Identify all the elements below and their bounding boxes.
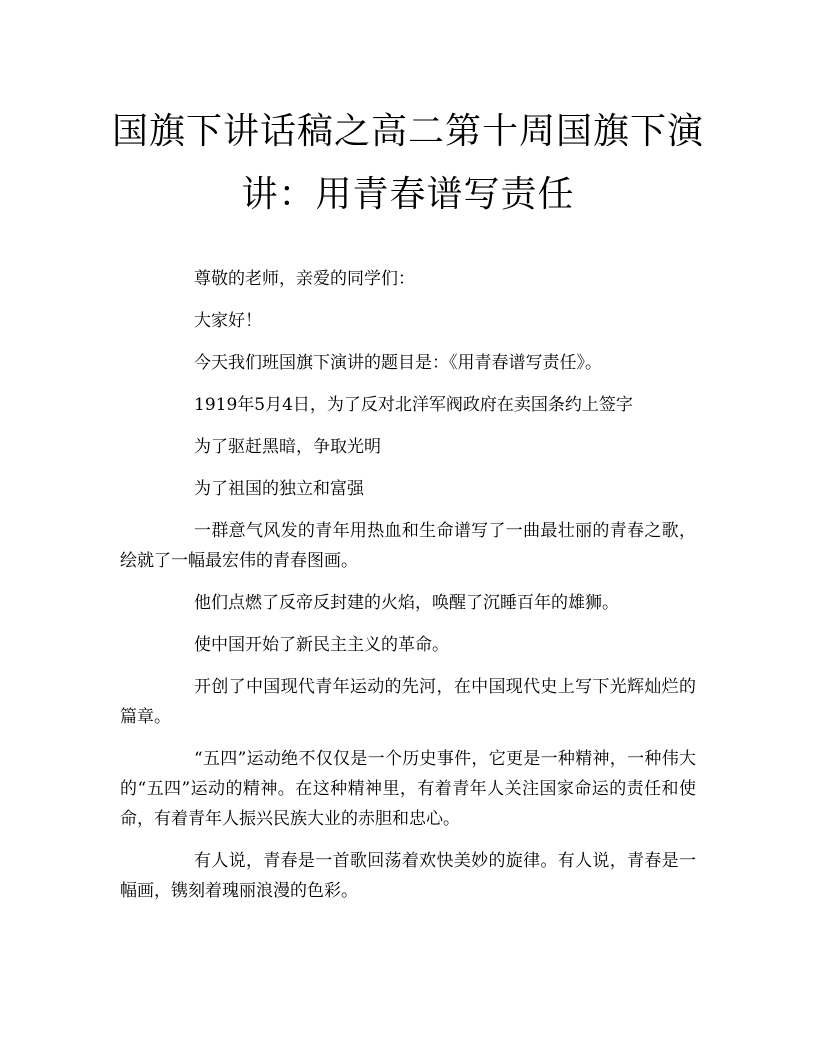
body-paragraph: 为了驱赶黑暗，争取光明 bbox=[194, 437, 381, 457]
history-date-paragraph: 1919年5月4日，为了反对北洋军阀政府在卖国条约上签字 bbox=[194, 395, 633, 415]
document-body bbox=[120, 264, 696, 918]
document-title-line-1: 国旗下讲话稿之高二第十周国旗下演 bbox=[111, 111, 704, 152]
body-paragraph: 开创了中国现代青年运动的先河，在中国现代史上写下光辉灿烂的篇章。 bbox=[120, 677, 696, 727]
body-paragraph: 使中国开始了新民主主义的革命。 bbox=[194, 635, 449, 655]
document-title-line-2: 讲：用青春谱写责任 bbox=[241, 174, 575, 215]
body-paragraph: 有人说，青春是一首歌回荡着欢快美妙的旋律。有人说，青春是一幅画，镌刻着瑰丽浪漫的色彩。 bbox=[120, 851, 696, 901]
topic-paragraph: 今天我们班国旗下演讲的题目是：《用青春谱写责任》。 bbox=[194, 353, 602, 373]
body-paragraph: 为了祖国的独立和富强 bbox=[194, 479, 364, 499]
body-paragraph: “五四”运动绝不仅仅是一个历史事件，它更是一种精神，一种伟大的“五四”运动的精神。在这种精神里，有着青年人关注国家命运的责任和使命，有着青年人振兴民族大业的赤胆和忠心。 bbox=[120, 749, 696, 829]
greeting-paragraph: 尊敬的老师，亲爱的同学们： bbox=[194, 269, 415, 289]
body-paragraph: 他们点燃了反帝反封建的火焰，唤醒了沉睡百年的雄狮。 bbox=[194, 593, 619, 613]
hello-paragraph: 大家好！ bbox=[194, 311, 262, 331]
body-paragraph: 一群意气风发的青年用热血和生命谱写了一曲最壮丽的青春之歌， 绘就了一幅最宏伟的青春图画。 bbox=[120, 521, 696, 571]
